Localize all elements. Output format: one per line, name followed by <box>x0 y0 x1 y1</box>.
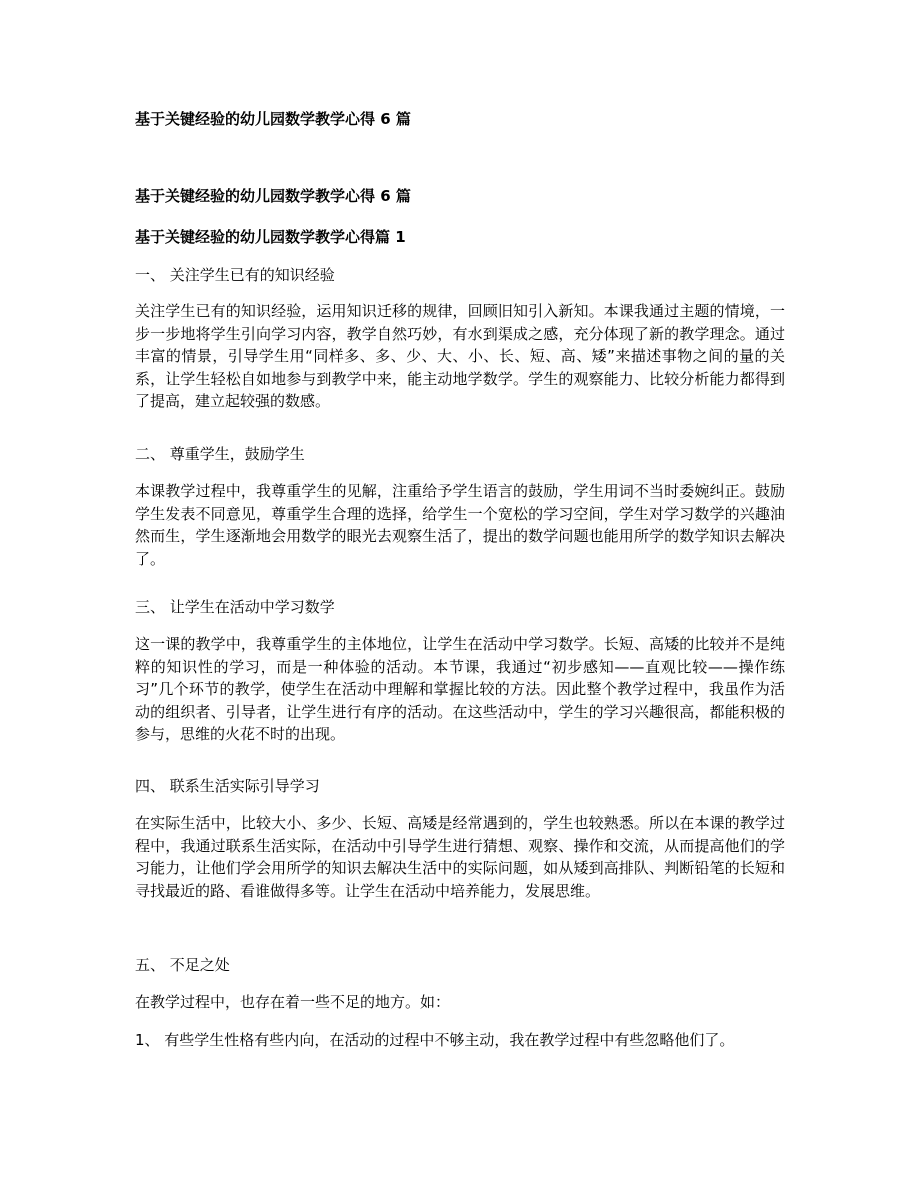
section-heading-1: 一、 关注学生已有的知识经验 <box>135 266 335 284</box>
section-heading-2: 二、 尊重学生，鼓励学生 <box>135 445 305 463</box>
section-subtitle: 基于关键经验的幼儿园数学教学心得篇 1 <box>135 228 406 246</box>
section-body-2: 本课教学过程中，我尊重学生的见解，注重给予学生语言的鼓励，学生用词不当时委婉纠正。鼓励学生发表不同意见，尊重学生合理的选择，给学生一个宽松的学习空间，学生对学习数学的兴趣油然而生，学生逐渐地会用数学的眼光去观察生活了，提出的数学问题也能用所学的数学知识去解决了。 <box>135 482 785 568</box>
section-heading-3: 三、 让学生在活动中学习数学 <box>135 598 335 616</box>
header-title: 基于关键经验的幼儿园数学教学心得 6 篇 <box>135 110 411 128</box>
section-body-3: 这一课的教学中，我尊重学生的主体地位，让学生在活动中学习数学。长短、高矮的比较并不是纯粹的知识性的学习，而是一种体验的活动。本节课，我通过“初步感知——直观比较——操作练习”几个环节的教学，使学生在活动中理解和掌握比较的方法。因此整个教学过程中，我虽作为活动的组织者、引导者，让学生进行有序的活动。在这些活动中，学生的学习兴趣很高，都能积极的参与，思维的火花不时的出现。 <box>135 635 785 744</box>
section-body-4: 在实际生活中，比较大小、多少、长短、高矮是经常遇到的，学生也较熟悉。所以在本课的教学过程中，我通过联系生活实际，在活动中引导学生进行猜想、观察、操作和交流，从而提高他们的学习能力，让他们学会用所学的知识去解决生活中的实际问题，如从矮到高排队、判断铅笔的长短和寻找最近的路、看谁做得多等。让学生在活动中培养能力，发展思维。 <box>135 814 785 900</box>
section-heading-4: 四、 联系生活实际引导学习 <box>135 777 320 795</box>
list-item-1: 1、 有些学生性格有些内向，在活动的过程中不够主动，我在教学过程中有些忽略他们了。 <box>135 1031 735 1049</box>
section-body-5: 在教学过程中，也存在着一些不足的地方。如： <box>135 993 451 1011</box>
document-title: 基于关键经验的幼儿园数学教学心得 6 篇 <box>135 187 411 205</box>
section-body-1: 关注学生已有的知识经验，运用知识迁移的规律，回顾旧知引入新知。本课我通过主题的情境，一步一步地将学生引向学习内容，教学自然巧妙，有水到渠成之感，充分体现了新的教学理念。通过丰富的情景，引导学生用“同样多、多、少、大、小、长、短、高、矮”来描述事物之间的量的关系，让学生轻松自如地参与到教学中来，能主动地学数学。学生的观察能力、比较分析能力都得到了提高，建立起较强的数感。 <box>135 302 785 411</box>
section-heading-5: 五、 不足之处 <box>135 956 230 974</box>
